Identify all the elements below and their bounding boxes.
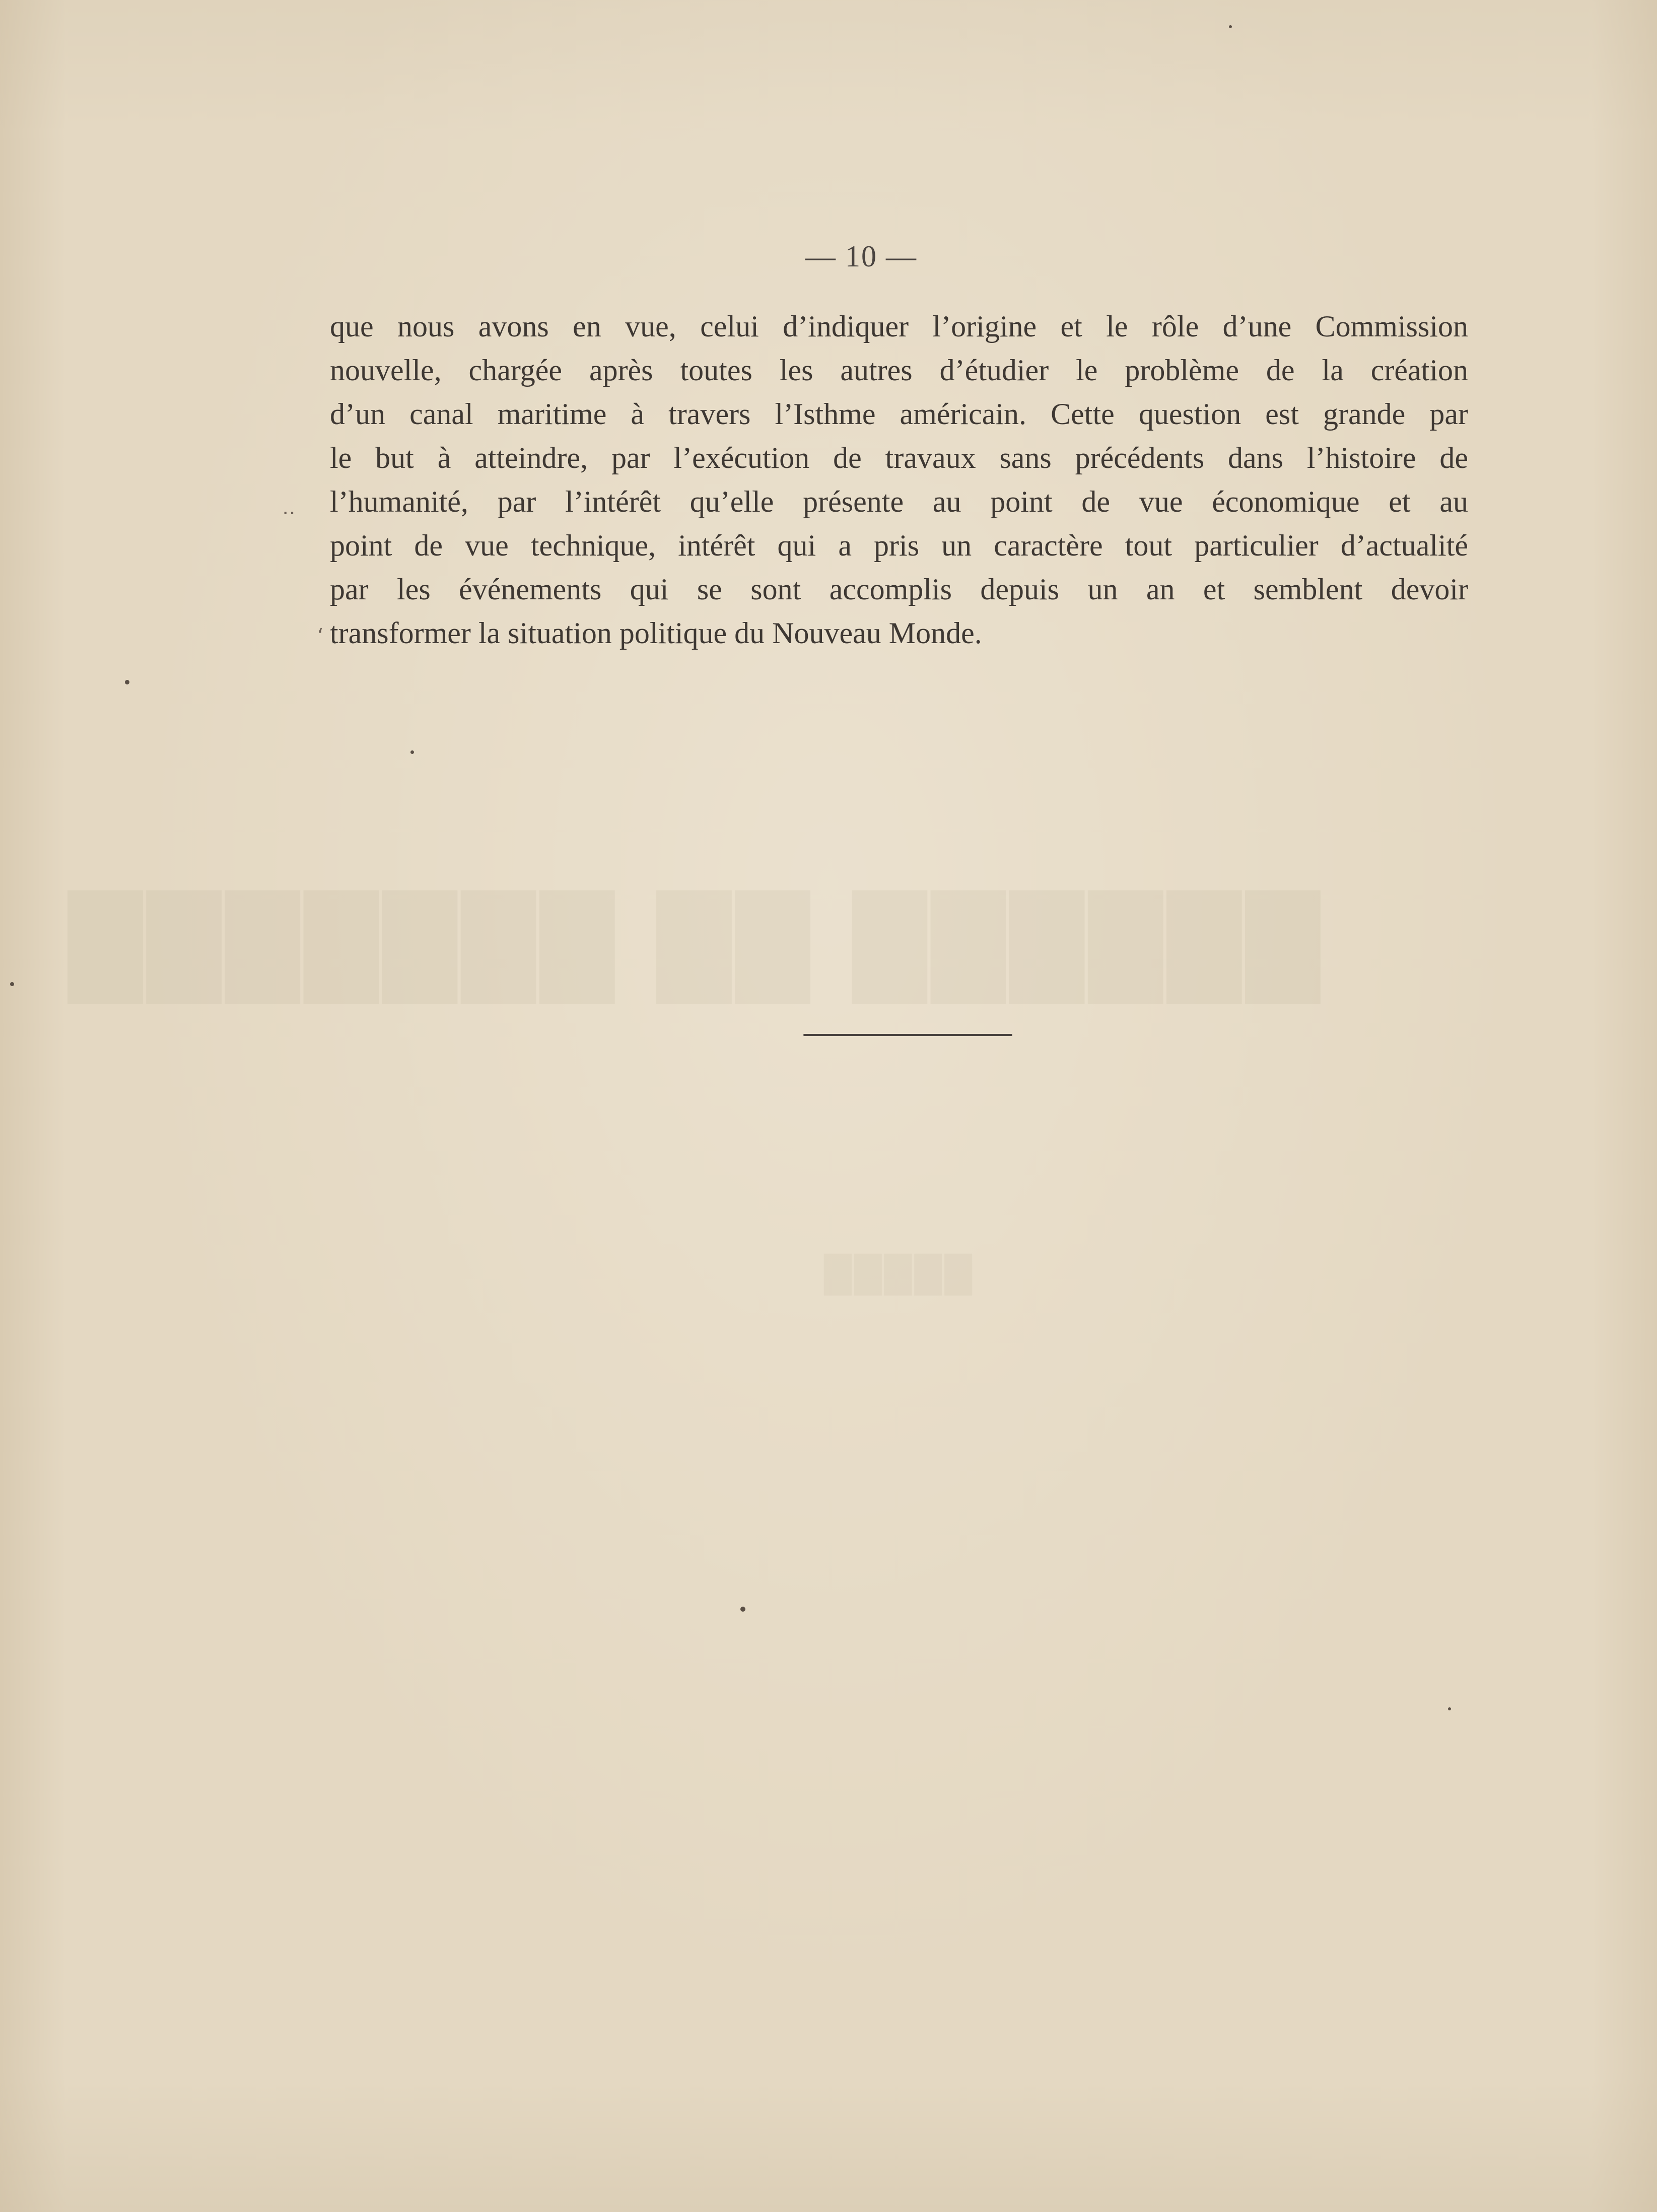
paragraph-line: par les événements qui se sont accomplis depuis un an et semblent devoir [330,573,1468,606]
page-number: — 10 — [805,240,917,273]
paper-speck [1229,25,1232,28]
paragraph-line: d’un canal maritime à travers l’Isthme américain. Cette question est grande par [330,397,1468,431]
paragraph-line: transformer la situation politique du Nouveau Monde. [330,616,982,650]
paragraph-line: point de vue technique, intérêt qui a pris un caractère tout particulier d’actualité [330,529,1468,562]
paper-speck [740,1607,745,1612]
paper-speck [1448,1707,1451,1710]
paper-speck [125,680,129,684]
body-paragraph [330,305,1468,655]
paragraph-line: que nous avons en vue, celui d’indiquer l’origine et le rôle d’une Commission [330,310,1468,343]
paper-speck [10,982,14,986]
margin-pencil-mark: ․․ [282,496,296,519]
paper-speck [410,750,414,754]
margin-pencil-mark: ‘ [317,625,324,648]
paragraph-line: nouvelle, chargée après toutes les autres d’étudier le problème de la création [330,354,1468,387]
bleed-through-shadow-small: █████ [821,1254,972,1295]
bleed-through-shadow: ██████ ██ ███████ [63,891,1320,1003]
paragraph-line: l’humanité, par l’intérêt qu’elle présente au point de vue économique et au [330,485,1468,518]
section-separator-rule [803,1034,1012,1036]
paragraph-line: le but à atteindre, par l’exécution de travaux sans précédents dans l’histoire de [330,441,1468,474]
